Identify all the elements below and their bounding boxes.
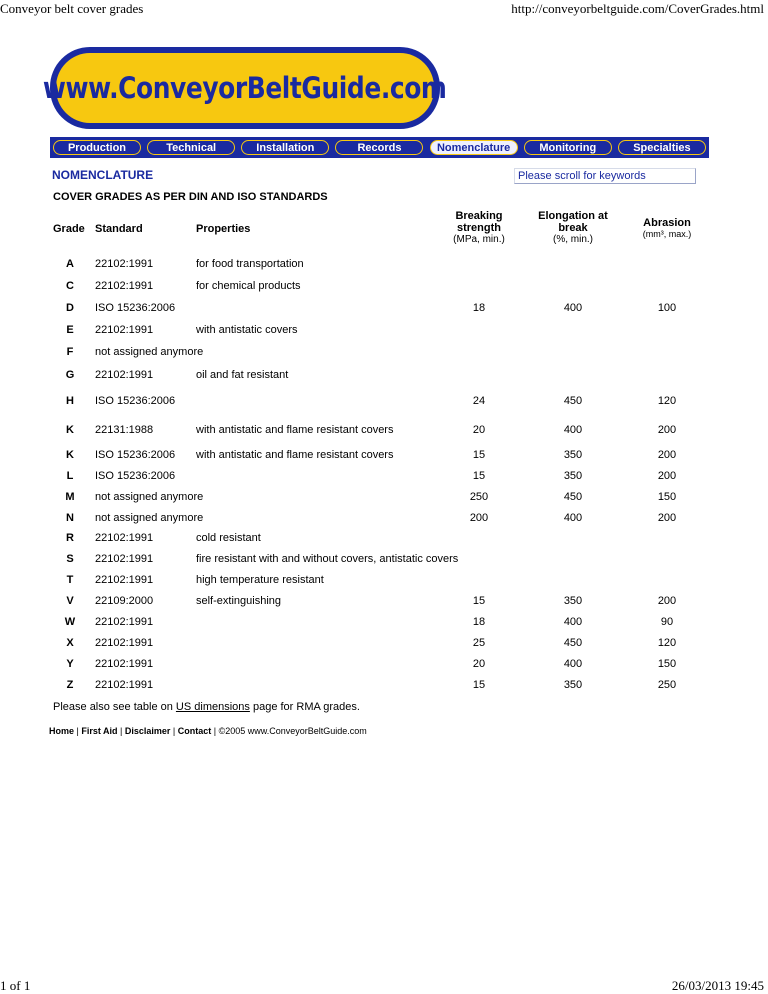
cell-elongation: 450 [563,395,583,407]
cell-elongation: 350 [563,595,583,607]
cell-grade: M [65,491,75,503]
header-elongation-line2: break [558,222,588,234]
cell-grade: R [66,532,74,544]
print-page-title: Conveyor belt cover grades [0,1,144,16]
cell-elongation: 350 [563,679,583,691]
cell-abrasion: 250 [657,679,677,691]
site-logo-text: www.ConveyorBeltGuide.com [43,71,447,105]
cell-breaking-strength: 15 [472,470,486,482]
cell-standard: 22102:1991 [95,258,154,270]
cell-standard: 22102:1991 [95,574,154,586]
cell-elongation: 400 [563,302,583,314]
cell-abrasion: 200 [657,595,677,607]
nav-item-installation[interactable] [241,140,329,155]
us-dimensions-link[interactable]: US dimensions [175,701,250,713]
cell-standard: 22102:1991 [95,679,154,691]
cell-abrasion: 150 [657,658,677,670]
cell-standard: 22102:1991 [95,553,154,565]
cell-grade: H [66,395,74,407]
cell-elongation: 450 [563,637,583,649]
nav-item-label: Records [357,141,402,154]
cell-breaking-strength: 18 [472,616,486,628]
cell-grade: S [66,553,74,565]
footer-separator: | [170,726,178,736]
header-elongation-line1: Elongation at [538,210,608,222]
nav-item-specialties[interactable] [618,140,706,155]
cell-grade: E [66,324,74,336]
nav-item-production[interactable] [53,140,141,155]
nav-item-label: Installation [256,141,315,154]
cell-breaking-strength: 20 [472,658,486,670]
cell-standard: 22102:1991 [95,637,154,649]
print-page-number: 1 of 1 [0,978,31,993]
cell-abrasion: 120 [657,637,677,649]
cell-abrasion: 100 [657,302,677,314]
cell-standard: 22102:1991 [95,616,154,628]
cell-elongation: 400 [563,658,583,670]
header-properties: Properties [196,223,251,235]
cell-standard: 22102:1991 [95,369,154,381]
cell-grade: K [66,424,74,436]
cell-abrasion: 200 [657,424,677,436]
cell-standard: not assigned anymore [95,512,204,524]
cell-properties: oil and fat resistant [196,369,289,381]
print-footer [0,976,768,994]
header-breaking-strength [439,210,519,245]
cell-standard: 22109:2000 [95,595,154,607]
header-abrasion-unit: (mm³, max.) [642,229,692,239]
cell-standard: 22131:1988 [95,424,154,436]
footnote-text-after: page for RMA grades. [249,701,360,713]
cell-properties: with antistatic and flame resistant covers [196,424,394,436]
footer-separator: | [211,726,219,736]
header-grade: Grade [53,223,85,235]
cell-properties: for chemical products [196,280,301,292]
cell-breaking-strength: 18 [472,302,486,314]
cell-grade: C [66,280,74,292]
cell-elongation: 450 [563,491,583,503]
site-logo-inner [43,53,447,123]
cell-grade: Y [66,658,74,670]
cell-grade: A [66,258,74,270]
cell-properties: high temperature resistant [196,574,324,586]
nav-item-records[interactable] [335,140,423,155]
cell-standard: not assigned anymore [95,346,204,358]
cell-abrasion: 200 [657,512,677,524]
cell-grade: Z [66,679,74,691]
page-subtitle: COVER GRADES AS PER DIN AND ISO STANDARDS [53,191,328,203]
footer-copyright: ©2005 www.ConveyorBeltGuide.com [218,726,367,736]
cell-standard: ISO 15236:2006 [95,449,176,461]
print-header [0,0,768,18]
footer-separator: | [74,726,82,736]
cell-standard: ISO 15236:2006 [95,302,176,314]
nav-item-label: Specialties [633,141,691,154]
cell-breaking-strength: 20 [472,424,486,436]
nav-item-label: Nomenclature [436,141,511,154]
cell-breaking-strength: 24 [472,395,486,407]
header-standard: Standard [95,223,143,235]
nav-item-label: Production [67,141,127,154]
cell-grade: V [66,595,74,607]
keyword-select[interactable]: Please scroll for keywords [514,168,696,184]
cell-properties: fire resistant with and without covers, antistatic covers [196,553,459,565]
footnote [53,701,360,713]
footer-link-first-aid[interactable]: First Aid [81,726,118,736]
header-breaking-line1: Breaking [455,210,503,222]
cell-abrasion: 90 [660,616,674,628]
cell-grade: D [66,302,74,314]
nav-item-monitoring[interactable] [524,140,612,155]
cell-breaking-strength: 15 [472,449,486,461]
cell-elongation: 400 [563,512,583,524]
nav-item-label: Monitoring [539,141,597,154]
cell-properties: with antistatic and flame resistant covers [196,449,394,461]
cell-properties: cold resistant [196,532,261,544]
cell-breaking-strength: 200 [469,512,489,524]
cell-abrasion: 150 [657,491,677,503]
cell-grade: N [66,512,74,524]
cell-grade: G [65,369,75,381]
site-logo[interactable] [43,47,447,129]
cell-standard: 22102:1991 [95,324,154,336]
cell-abrasion: 120 [657,395,677,407]
header-abrasion-line1: Abrasion [643,217,691,229]
cell-standard: not assigned anymore [95,491,204,503]
header-elongation [528,210,618,245]
print-datetime: 26/03/2013 19:45 [671,978,764,993]
footer-links [49,726,367,736]
header-breaking-unit: (MPa, min.) [453,234,505,245]
footer-link-home[interactable]: Home [49,726,75,736]
section-title: NOMENCLATURE [52,168,154,182]
nav-item-label: Technical [166,141,217,154]
cell-elongation: 350 [563,470,583,482]
main-nav [50,137,709,158]
cell-standard: 22102:1991 [95,532,154,544]
cell-breaking-strength: 15 [472,595,486,607]
cell-standard: ISO 15236:2006 [95,395,176,407]
print-page-url: http://conveyorbeltguide.com/CoverGrades.html [511,1,764,16]
cell-elongation: 400 [563,616,583,628]
cell-breaking-strength: 15 [472,679,486,691]
cell-properties: for food transportation [196,258,304,270]
footer-link-contact[interactable]: Contact [177,726,212,736]
cell-grade: F [66,346,74,358]
footer-link-disclaimer[interactable]: Disclaimer [124,726,171,736]
cell-breaking-strength: 250 [469,491,489,503]
footer-separator: | [117,726,125,736]
cell-abrasion: 200 [657,470,677,482]
nav-item-nomenclature[interactable] [430,140,518,155]
nav-item-technical[interactable] [147,140,235,155]
cell-grade: L [66,470,74,482]
cell-standard: 22102:1991 [95,280,154,292]
header-breaking-line2: strength [457,222,501,234]
cell-breaking-strength: 25 [472,637,486,649]
cell-abrasion: 200 [657,449,677,461]
cell-elongation: 400 [563,424,583,436]
cell-elongation: 350 [563,449,583,461]
footnote-text-before: Please also see table on [53,701,176,713]
header-elongation-unit: (%, min.) [553,234,593,245]
cell-properties: self-extinguishing [196,595,281,607]
header-abrasion [632,217,702,239]
cell-grade: T [66,574,74,586]
cell-grade: W [64,616,76,628]
cell-grade: X [66,637,74,649]
cell-properties: with antistatic covers [196,324,298,336]
cell-grade: K [66,449,74,461]
cell-standard: ISO 15236:2006 [95,470,176,482]
cell-standard: 22102:1991 [95,658,154,670]
